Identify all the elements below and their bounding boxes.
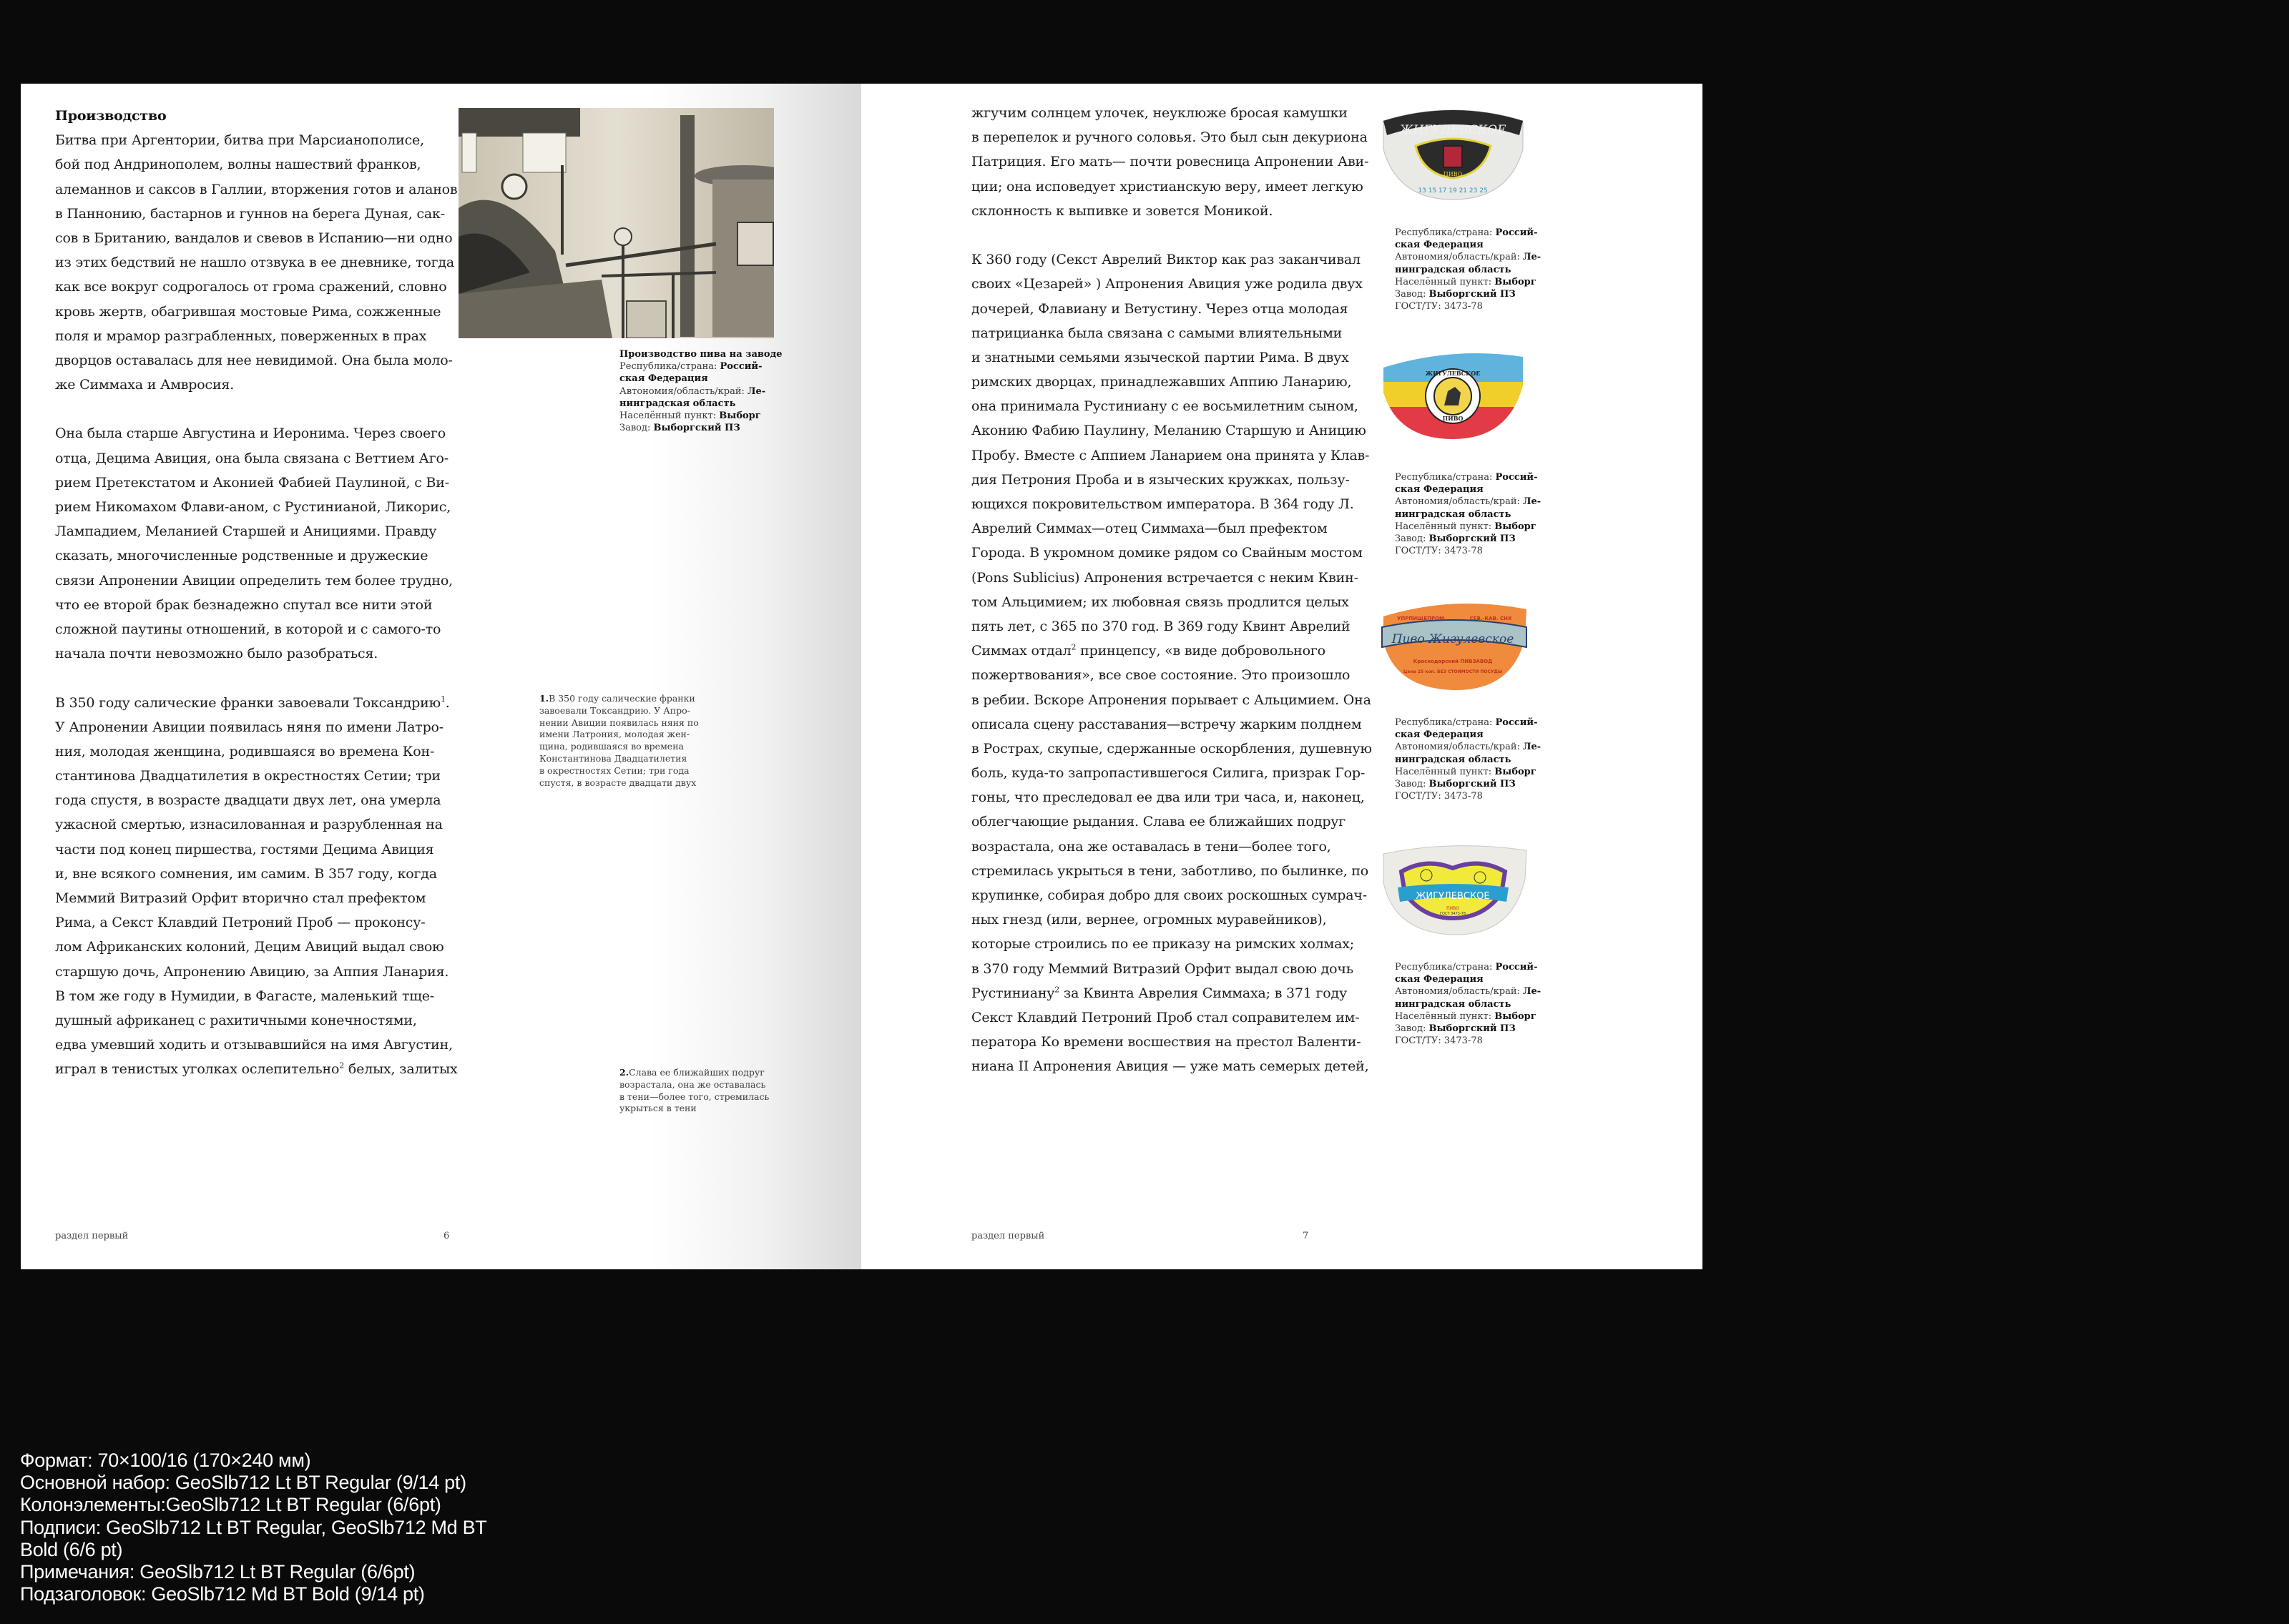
caption-row bbox=[619, 385, 783, 398]
note-text: спустя, в возрасте двадцати двух bbox=[539, 777, 697, 788]
caption-row bbox=[1395, 239, 1541, 251]
note-text: В 350 году салические франки bbox=[549, 693, 695, 704]
text-line bbox=[55, 837, 458, 862]
caption-label: Автономия/область/край: bbox=[1395, 496, 1523, 508]
caption-row bbox=[1395, 251, 1541, 263]
text-line bbox=[55, 812, 458, 837]
caption-value: ская Федерация bbox=[1395, 240, 1484, 251]
label-2-title: ЖИГУЛЕВСКОЕ bbox=[1425, 370, 1481, 377]
photo-caption bbox=[619, 348, 783, 434]
beer-label-1 bbox=[1376, 107, 1530, 203]
caption-row bbox=[1395, 741, 1541, 753]
text-segment: Аврелий Симмах—отец Симмаха—был префектом bbox=[971, 521, 1328, 537]
text-line: бой под Андринополем, волны нашествий франков, bbox=[55, 157, 421, 173]
text-line: сказать, многочисленные родственные и дружеские bbox=[55, 548, 428, 564]
caption-row bbox=[1395, 778, 1541, 790]
text-segment: гоны, что преследовал ее два или три часа, и, наконец, bbox=[971, 789, 1365, 806]
text-line: сложной паутины отношений, в которой и с самого-то bbox=[55, 621, 441, 637]
text-segment: крупинке, собирая добро для своих роскошных сумрач- bbox=[971, 887, 1367, 903]
caption-row bbox=[619, 422, 783, 434]
label-1-subtitle: ПИВО bbox=[1443, 171, 1463, 177]
text-segment: Города. В укромном домике рядом со Свайным мостом bbox=[971, 545, 1363, 561]
text-line bbox=[971, 663, 1372, 687]
label-3-title: Пиво Жигулевское bbox=[1391, 632, 1514, 646]
caption-value: Ле- bbox=[1523, 742, 1541, 753]
text-segment: римских дворцах, принадлежавших Аппию Ланарию, bbox=[971, 374, 1352, 390]
text-line bbox=[971, 835, 1372, 859]
note-text: Константинова Двадцатилетия bbox=[539, 752, 687, 764]
caption-value: Россий- bbox=[1495, 227, 1538, 238]
text-segment: Симмах отдал bbox=[971, 643, 1072, 659]
note-line bbox=[539, 729, 699, 741]
text-line bbox=[971, 761, 1372, 785]
text-line bbox=[55, 739, 458, 764]
note-line bbox=[539, 753, 699, 765]
beer-label-4 bbox=[1376, 843, 1530, 940]
text-line bbox=[971, 1005, 1372, 1030]
text-segment: возрастала, она же оставалась в тени—более того, bbox=[971, 838, 1331, 855]
text-segment: . bbox=[445, 694, 450, 711]
text-line: что ее второй брак безнадежно спутал все нити этой bbox=[55, 596, 433, 613]
caption-row bbox=[1395, 1010, 1541, 1023]
caption-label: Автономия/область/край: bbox=[1395, 742, 1523, 753]
text-line bbox=[971, 394, 1372, 418]
caption-label: Автономия/область/край: bbox=[619, 385, 748, 397]
caption-row bbox=[1395, 496, 1541, 508]
text-line bbox=[971, 321, 1372, 345]
text-segment: своих «Цезарей» ) Апронения Авиция уже родила двух bbox=[971, 276, 1363, 292]
text-line bbox=[55, 984, 458, 1008]
paragraph-2 bbox=[55, 421, 458, 666]
text-segment: лом Африканских колоний, Децим Авиций выдал свою bbox=[55, 939, 444, 955]
caption-value: нинградская область bbox=[1395, 754, 1511, 765]
caption-label: ГОСТ/ТУ: 3473-78 bbox=[1395, 1035, 1483, 1047]
text-line: дворцов оставалась для нее невидимой. Она была моло- bbox=[55, 352, 453, 368]
note-text: возрастала, она же оставалась bbox=[619, 1078, 766, 1090]
text-line bbox=[971, 590, 1372, 614]
caption-row bbox=[1395, 300, 1541, 313]
brewery-photo bbox=[459, 108, 774, 338]
caption-value: нинградская область bbox=[1395, 998, 1511, 1010]
text-segment: года спустя, в возрасте двадцати двух лет, она умерла bbox=[55, 792, 441, 809]
text-segment: К 360 году (Секст Аврелий Виктор как раз заканчивал bbox=[971, 252, 1361, 268]
text-segment: дия Петрония Проба и в языческих кружках, пользу- bbox=[971, 471, 1350, 488]
text-line: Она была старше Августина и Иеронима. Через своего bbox=[55, 425, 446, 442]
caption-row bbox=[1395, 766, 1541, 778]
caption-title: Производство пива на заводе bbox=[619, 349, 783, 360]
caption-row bbox=[1395, 521, 1541, 533]
text-line bbox=[971, 541, 1372, 565]
caption-label: Республика/страна: bbox=[1395, 472, 1496, 483]
text-line bbox=[971, 957, 1372, 981]
caption-row bbox=[1395, 264, 1541, 276]
text-line bbox=[971, 443, 1372, 468]
footer-section-label: раздел первый bbox=[971, 1231, 1045, 1241]
caption-label: Завод: bbox=[1395, 533, 1429, 545]
label-3-brewery: Краснодарский ПИВЗАВОД bbox=[1413, 659, 1493, 664]
label-3-region: СЕВ.-КАВ. СНХ bbox=[1469, 616, 1512, 621]
text-line: кровь жертв, обагрившая мостовые Рима, сожженные bbox=[55, 303, 441, 320]
text-segment: пожертвования», все свое состояние. Это произошло bbox=[971, 667, 1351, 684]
caption-row bbox=[1395, 227, 1541, 239]
caption-row bbox=[619, 373, 783, 385]
footnote-ref: 2 bbox=[339, 1060, 345, 1071]
text-segment: играл в тенистых уголках ослепительно bbox=[55, 1061, 340, 1078]
caption-row bbox=[1395, 471, 1541, 483]
label-1-emblem bbox=[1444, 146, 1462, 167]
text-line bbox=[55, 788, 458, 812]
text-line bbox=[971, 712, 1372, 737]
beer-label-3 bbox=[1376, 599, 1530, 695]
text-segment: ужасной смертью, изнасилованная и разрубленная на bbox=[55, 817, 443, 833]
caption-value: Россий- bbox=[720, 361, 763, 373]
caption-row bbox=[1395, 288, 1541, 300]
label-4-subtitle: ПИВО bbox=[1446, 906, 1459, 911]
note-text: щина, родившаяся во времена bbox=[539, 741, 684, 752]
spec-line: Формат: 70×100/16 (170×240 мм) bbox=[20, 1450, 311, 1471]
text-line bbox=[971, 688, 1372, 712]
caption-row bbox=[1395, 973, 1541, 985]
caption-row bbox=[1395, 717, 1541, 729]
text-segment: Рима, а Секст Клавдий Петроний Проб — проконсу- bbox=[55, 915, 426, 931]
caption-row bbox=[619, 360, 783, 373]
text-line bbox=[971, 737, 1372, 761]
label-2-subtitle: ПИВО bbox=[1442, 415, 1464, 422]
caption-value: нинградская область bbox=[1395, 508, 1511, 520]
note-line bbox=[619, 1067, 769, 1079]
label-4-gost: ГОСТ 3473-78 bbox=[1439, 912, 1466, 916]
text-line: Патриция. Его мать— почти ровесница Апронении Ави- bbox=[971, 154, 1369, 170]
caption-value: Выборг bbox=[1494, 521, 1536, 532]
caption-row bbox=[1395, 533, 1541, 545]
text-line bbox=[971, 932, 1372, 956]
text-segment: ниана II Апронения Авиция — уже мать семерых детей, bbox=[971, 1058, 1369, 1075]
text-segment: В том же году в Нумидии, в Фагасте, маленький тще- bbox=[55, 988, 434, 1004]
caption-row bbox=[1395, 998, 1541, 1010]
label-3-maker: УПРПИЩЕПРОМ bbox=[1396, 616, 1445, 621]
text-line bbox=[971, 345, 1372, 370]
paragraph-2 bbox=[971, 247, 1372, 1078]
text-line: связи Апронении Авиции определить тем более трудно, bbox=[55, 572, 453, 589]
spec-line: Bold (6/6 pt) bbox=[20, 1538, 123, 1560]
text-line bbox=[55, 715, 458, 739]
text-line: рием Никомахом Флави-аном, с Рустинианой, Ликорис, bbox=[55, 499, 451, 515]
note-text: завоевали Токсандрию. У Апро- bbox=[539, 704, 690, 716]
paragraph-1 bbox=[55, 128, 458, 397]
footnote-2 bbox=[619, 1067, 769, 1115]
label-3-price: Цена 25 коп. БЕЗ СТОИМОСТИ ПОСУДЫ bbox=[1403, 669, 1503, 674]
text-line bbox=[971, 1054, 1372, 1078]
caption-value: ская Федерация bbox=[1395, 484, 1484, 496]
caption-value: Выборг bbox=[1494, 766, 1536, 777]
text-segment: Аконию Фабию Паулину, Меланию Старшую и Аницию bbox=[971, 423, 1366, 439]
text-line bbox=[971, 272, 1372, 296]
text-line bbox=[971, 981, 1372, 1005]
text-line bbox=[55, 862, 458, 886]
text-line bbox=[971, 297, 1372, 321]
typography-specs bbox=[20, 1450, 487, 1605]
text-line bbox=[55, 1057, 458, 1081]
text-segment: В 350 году салические франки завоевали Токсандрию bbox=[55, 694, 441, 711]
text-line bbox=[55, 935, 458, 959]
label-1-caption bbox=[1395, 227, 1541, 313]
caption-value: нинградская область bbox=[619, 398, 736, 409]
text-segment: патрицианка была связана с самыми влиятельными bbox=[971, 325, 1343, 341]
caption-label: Республика/страна: bbox=[1395, 717, 1496, 728]
note-line bbox=[619, 1091, 769, 1103]
text-segment: ния, молодая женщина, родившаяся во времена Кон- bbox=[55, 743, 435, 759]
text-segment: боль, куда-то запропастившегося Силига, призрак Гор- bbox=[971, 765, 1366, 782]
text-segment: У Апронении Авиции появилась няня по имени Латро- bbox=[55, 719, 444, 735]
caption-value: Выборгский ПЗ bbox=[1428, 1023, 1516, 1035]
right-text-column bbox=[971, 101, 1372, 1079]
caption-row bbox=[1395, 1023, 1541, 1035]
caption-row bbox=[1395, 985, 1541, 998]
text-line: начала почти невозможно было разобраться. bbox=[55, 646, 378, 662]
brewery-photo-image bbox=[459, 108, 774, 338]
text-line bbox=[971, 247, 1372, 272]
text-segment: принцепсу, «в виде добровольного bbox=[1076, 643, 1325, 659]
text-segment: облегчающие рыдания. Слава ее ближайших подруг bbox=[971, 814, 1346, 830]
spec-line: Колонэлементы:GeoSlb712 Lt BT Regular (6/6pt) bbox=[20, 1494, 441, 1516]
caption-label: Населённый пункт: bbox=[1395, 521, 1495, 532]
left-text-column bbox=[55, 104, 458, 1082]
label-1-digits: 13 15 17 19 21 23 25 bbox=[1418, 187, 1488, 195]
text-segment: ператора Ко времени восшествия на престол Валенти- bbox=[971, 1034, 1361, 1050]
text-segment: старшую дочь, Апронению Авицию, за Аппия Ланария. bbox=[55, 963, 449, 980]
caption-row bbox=[1395, 276, 1541, 288]
text-segment: (Pons Sublicius) Апронения встречается с неким Квин- bbox=[971, 569, 1358, 586]
text-line bbox=[971, 516, 1372, 541]
text-segment: она принимала Рустиниану с ее восьмилетним сыном, bbox=[971, 398, 1358, 415]
caption-row bbox=[1395, 961, 1541, 973]
caption-value: Выборгский ПЗ bbox=[653, 423, 740, 434]
note-text: укрыться в тени bbox=[619, 1103, 697, 1114]
caption-value: ская Федерация bbox=[619, 373, 708, 385]
text-line bbox=[971, 785, 1372, 809]
text-segment: и, вне всякого сомнения, им самим. В 357 году, когда bbox=[55, 865, 437, 882]
text-segment: стремилась укрыться в тени, заботливо, по былинке, по bbox=[971, 862, 1369, 879]
caption-value: Выборг bbox=[1494, 1010, 1536, 1022]
text-line bbox=[971, 468, 1372, 492]
text-line bbox=[55, 691, 458, 715]
text-line: в перепелок и ручного соловья. Это был сын декуриона bbox=[971, 129, 1368, 146]
paragraph-1 bbox=[971, 101, 1372, 223]
text-line bbox=[971, 859, 1372, 883]
text-segment: в ребии. Вскоре Апронения порывает с Альцимием. Она bbox=[971, 692, 1371, 708]
footnote-ref: 1 bbox=[440, 694, 446, 704]
caption-value: ская Федерация bbox=[1395, 729, 1484, 741]
caption-row bbox=[1395, 545, 1541, 557]
text-line: отца, Децима Авиция, она была связана с Веттием Аго- bbox=[55, 450, 449, 466]
text-line bbox=[55, 910, 458, 935]
text-segment: душный африканец с рахитичными конечностями, bbox=[55, 1012, 417, 1028]
text-segment: ющихся покровительством императора. В 364 году Л. bbox=[971, 496, 1354, 512]
caption-value: Россий- bbox=[1495, 472, 1538, 483]
caption-row bbox=[619, 410, 783, 422]
caption-label: Населённый пункт: bbox=[1395, 766, 1495, 777]
text-line: сов в Британию, вандалов и свевов в Испанию—ни одно bbox=[55, 230, 453, 246]
note-line bbox=[539, 741, 699, 753]
caption-value: Выборгский ПЗ bbox=[1428, 779, 1516, 790]
text-line: поля и мрамор разграбленных, поверженных в прах bbox=[55, 328, 427, 344]
footnote-ref: 2 bbox=[1071, 642, 1077, 652]
text-line bbox=[971, 639, 1372, 663]
text-line: же Симмаха и Амвросия. bbox=[55, 377, 235, 393]
spec-line: Примечания: GeoSlb712 Lt BT Regular (6/6pt) bbox=[20, 1561, 416, 1583]
caption-value: Россий- bbox=[1495, 962, 1538, 973]
paragraph-3 bbox=[55, 691, 458, 1082]
caption-value: нинградская область bbox=[1395, 264, 1511, 275]
caption-value: Выборг bbox=[1494, 276, 1536, 287]
text-line: рием Претекстатом и Аконией Фабией Паулиной, с Ви- bbox=[55, 474, 449, 491]
note-line bbox=[539, 705, 699, 717]
caption-value: Выборгский ПЗ bbox=[1428, 289, 1516, 300]
left-page bbox=[21, 84, 861, 1269]
section-heading: Производство bbox=[55, 108, 167, 124]
right-page bbox=[861, 84, 1702, 1269]
footer-section-label: раздел первый bbox=[55, 1231, 129, 1241]
note-text: нении Авиции появилась няня по bbox=[539, 717, 699, 728]
note-line bbox=[619, 1079, 769, 1091]
caption-row bbox=[1395, 729, 1541, 741]
text-line: склонность к выпивке и зовется Моникой. bbox=[971, 202, 1273, 219]
text-segment: белых, залитых bbox=[344, 1061, 458, 1078]
text-segment: стантинова Двадцатилетия в окрестностях Сетии; три bbox=[55, 768, 441, 784]
page-number: 7 bbox=[1303, 1231, 1309, 1241]
text-line bbox=[971, 418, 1372, 443]
text-line: из этих бедствий не нашло отзвука в ее дневнике, тогда bbox=[55, 255, 455, 271]
caption-row bbox=[1395, 790, 1541, 802]
caption-value: Выборг bbox=[719, 410, 761, 422]
label-3-caption bbox=[1395, 717, 1541, 802]
note-line bbox=[539, 777, 699, 789]
label-4-caption bbox=[1395, 961, 1541, 1047]
note-line bbox=[539, 717, 699, 729]
caption-label: Республика/страна: bbox=[1395, 962, 1496, 973]
note-line bbox=[539, 693, 699, 705]
caption-label: Республика/страна: bbox=[1395, 227, 1496, 238]
text-line bbox=[971, 614, 1372, 639]
caption-label: ГОСТ/ТУ: 3473-78 bbox=[1395, 301, 1483, 313]
caption-row bbox=[1395, 508, 1541, 521]
text-line: Битва при Аргентории, битва при Марсианополисе, bbox=[55, 132, 424, 149]
note-number: 2. bbox=[619, 1067, 629, 1078]
text-line bbox=[55, 886, 458, 910]
caption-label: Населённый пункт: bbox=[619, 410, 720, 422]
text-line bbox=[971, 370, 1372, 394]
note-text: в окрестностях Сетии; три года bbox=[539, 764, 690, 776]
text-segment: и знатными семьями языческой партии Рима. В двух bbox=[971, 349, 1349, 365]
text-line bbox=[971, 492, 1372, 516]
spec-line: Подзаголовок: GeoSlb712 Md BT Bold (9/14 pt) bbox=[20, 1583, 425, 1605]
page-number: 6 bbox=[443, 1231, 450, 1241]
caption-label: ГОСТ/ТУ: 3473-78 bbox=[1395, 546, 1483, 557]
spec-line: Основной набор: GeoSlb712 Lt BT Regular (9/14 pt) bbox=[20, 1472, 466, 1494]
text-line: в Паннонию, бастарнов и гуннов на берега Дуная, сак- bbox=[55, 205, 445, 222]
text-line: как все вокруг содрогалось от грома сражений, словно bbox=[55, 279, 447, 295]
caption-value: Ле- bbox=[1523, 496, 1541, 508]
text-segment: в Ростpах, скупые, сдержанные оскорбления, душевную bbox=[971, 740, 1372, 757]
label-2-caption bbox=[1395, 471, 1541, 557]
text-line: жгучим солнцем улочек, неуклюже бросая камушки bbox=[971, 105, 1348, 121]
caption-value: Россий- bbox=[1495, 717, 1538, 728]
text-line bbox=[55, 960, 458, 984]
note-line bbox=[619, 1103, 769, 1115]
caption-label: Завод: bbox=[1395, 289, 1429, 300]
text-line: ции; она исповедует христианскую веру, имеет легкую bbox=[971, 178, 1363, 195]
text-line bbox=[971, 883, 1372, 907]
footnote-1 bbox=[539, 693, 699, 789]
caption-label: Завод: bbox=[619, 423, 654, 434]
text-segment: Рустиниану bbox=[971, 985, 1055, 1001]
spec-line: Подписи: GeoSlb712 Lt BT Regular, GeoSlb712 Md BT bbox=[20, 1516, 487, 1538]
caption-label: Автономия/область/край: bbox=[1395, 252, 1523, 263]
beer-label-2 bbox=[1376, 350, 1530, 446]
text-segment: едва умевший ходить и отзывавшийся на имя Августин, bbox=[55, 1037, 453, 1053]
caption-value: Выборгский ПЗ bbox=[1428, 533, 1516, 545]
text-line bbox=[55, 1033, 458, 1057]
caption-label: Автономия/область/край: bbox=[1395, 986, 1523, 998]
book-spread bbox=[21, 84, 1702, 1269]
text-segment: части под конец пиршества, гостями Децима Авиция bbox=[55, 841, 434, 857]
label-4-title: ЖИГУЛЕВСКОЕ bbox=[1416, 891, 1490, 902]
caption-label: Населённый пункт: bbox=[1395, 1010, 1495, 1022]
note-line bbox=[539, 765, 699, 777]
caption-row bbox=[1395, 1035, 1541, 1047]
text-line bbox=[971, 566, 1372, 590]
caption-value: ская Федерация bbox=[1395, 974, 1484, 985]
text-line: алеманнов и саксов в Галлии, вторжения готов и аланов bbox=[55, 181, 458, 197]
text-segment: описала сцену расставания—встречу жарким полднем bbox=[971, 716, 1362, 732]
text-segment: пять лет, с 365 по 370 год. В 369 году Квинт Аврелий bbox=[971, 618, 1351, 634]
caption-row bbox=[1395, 754, 1541, 766]
caption-row bbox=[1395, 483, 1541, 496]
text-segment: ных гнезд (или, вернее, огромных муравейников), bbox=[971, 912, 1327, 928]
text-line bbox=[971, 809, 1372, 834]
text-line bbox=[971, 1030, 1372, 1054]
text-segment: Секст Клавдий Петроний Проб стал соправителем им- bbox=[971, 1009, 1360, 1025]
text-segment: за Квинта Аврелия Симмаха; в 371 году bbox=[1059, 985, 1348, 1001]
text-segment: Меммий Витразий Орфит вторично стал префектом bbox=[55, 890, 426, 906]
caption-label: Республика/страна: bbox=[619, 361, 720, 373]
note-number: 1. bbox=[539, 693, 549, 704]
caption-row bbox=[619, 398, 783, 410]
text-segment: том Альцимием; их любовная связь продлится целых bbox=[971, 594, 1349, 610]
text-line: Лампадием, Меланией Старшей и Анициями. Правду bbox=[55, 523, 437, 540]
text-segment: которые строились по ее приказу на римских холмах; bbox=[971, 936, 1354, 953]
note-text: в тени—более того, стремилась bbox=[619, 1091, 770, 1102]
caption-label: Населённый пункт: bbox=[1395, 276, 1495, 287]
caption-value: Ле- bbox=[1523, 252, 1541, 263]
note-text: имени Латрония, молодая жен- bbox=[539, 729, 690, 740]
text-segment: Пробу. Вместе с Аппием Ланарием она принята у Клав- bbox=[971, 447, 1370, 463]
text-line bbox=[55, 1008, 458, 1033]
footnote-ref: 2 bbox=[1054, 985, 1060, 995]
caption-value: Ле- bbox=[1523, 986, 1541, 998]
note-text: Слава ее ближайших подруг bbox=[629, 1067, 765, 1078]
text-line bbox=[971, 907, 1372, 932]
caption-value: Ле- bbox=[748, 385, 766, 397]
caption-label: ГОСТ/ТУ: 3473-78 bbox=[1395, 791, 1483, 802]
caption-label: Завод: bbox=[1395, 779, 1429, 790]
label-1-title: ЖИГУЛЕВСКОЕ bbox=[1399, 123, 1506, 137]
caption-label: Завод: bbox=[1395, 1023, 1429, 1035]
text-line bbox=[55, 764, 458, 788]
text-segment: в 370 году Меммий Витразий Орфит выдал свою дочь bbox=[971, 960, 1353, 977]
text-segment: дочерей, Флавиану и Ветустину. Через отца молодая bbox=[971, 300, 1348, 317]
